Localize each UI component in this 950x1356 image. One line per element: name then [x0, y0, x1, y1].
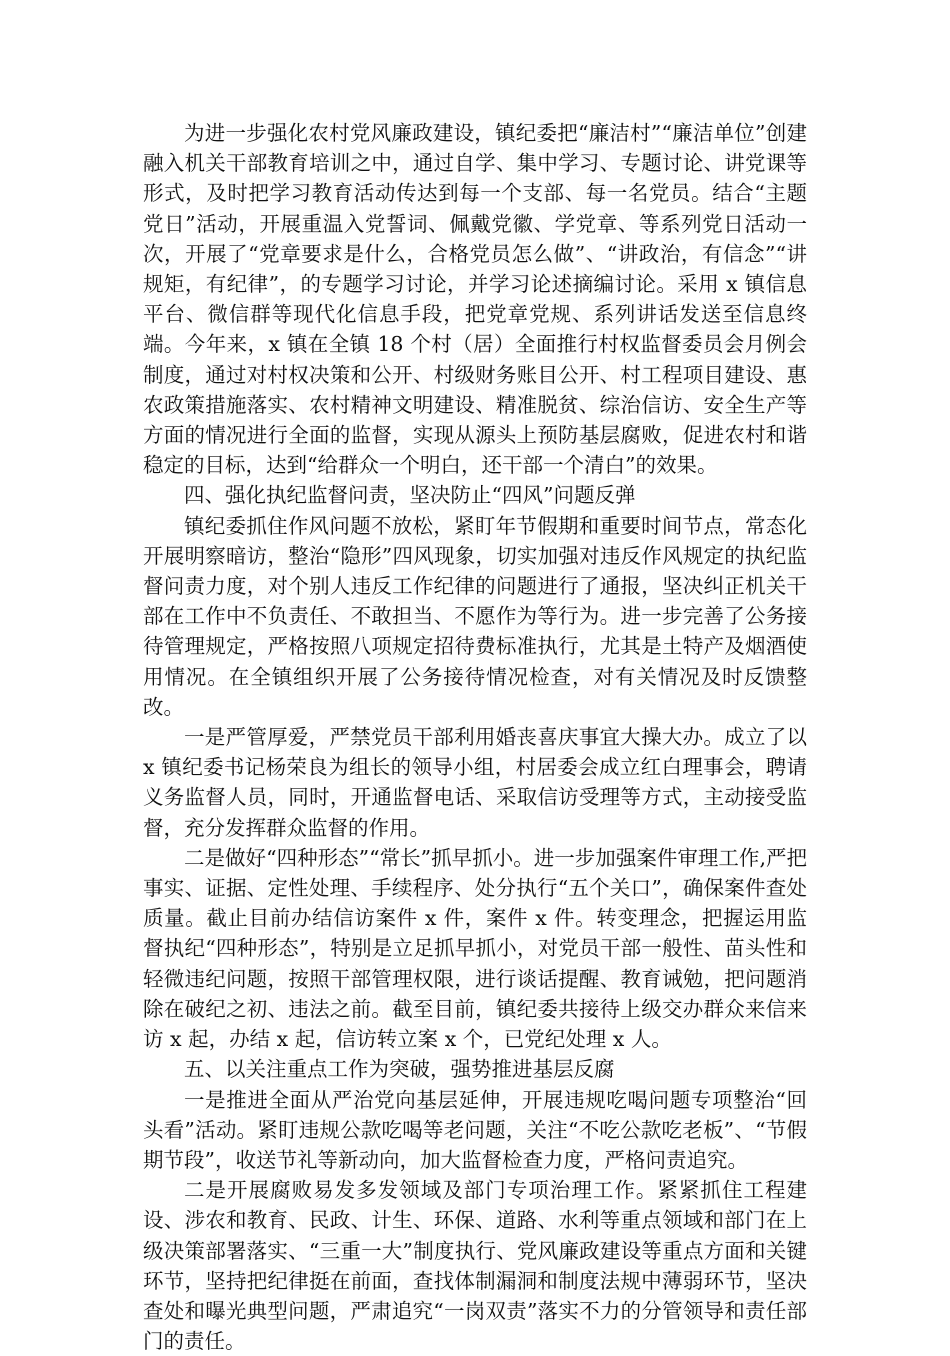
paragraph-zhuanxiangzhili: 二是开展腐败易发多发领域及部门专项治理工作。紧紧抓住工程建设、涉农和教育、民政、计生、环保、道路、水利等重点领域和部门在上级决策部署落实、“三重一大”制度执行、党风廉政建设等重点方面和关键环节，坚持把纪律挺在前面，查找体制漏洞和制度法规中薄弱环节，坚决查处和曝光典型问题，严肃追究“一岗双责”落实不力的分管领导和责任部门的责任。: [143, 1178, 807, 1354]
section-heading-five: 五、以关注重点工作为突破，强势推进基层反腐: [184, 1057, 615, 1082]
paragraph-zuofeng: 镇纪委抓住作风问题不放松，紧盯年节假期和重要时间节点，常态化开展明察暗访，整治“隐形”四风现象，切实加强对违反作风规定的执纪监督问责力度，对个别人违反工作纪律的问题进行了通报，坚决纠正机关干部在工作中不负责任、不敢担当、不愿作为等行为。进一步完善了公务接待管理规定，严格按照八项规定招待费标准执行，尤其是土特产及烟酒使用情况。在全镇组织开展了公务接待情况检查，对有关情况及时反馈整改。: [143, 513, 807, 719]
section-heading-four: 四、强化执纪监督问责，坚决防止“四风”问题反弹: [184, 483, 636, 508]
document-body: [143, 118, 807, 1356]
paragraph-yanguanhouai: 一是严管厚爱，严禁党员干部利用婚丧喜庆事宜大操大办。成立了以 x 镇纪委书记杨荣良为组长的领导小组，村居委会成立红白理事会，聘请义务监督人员，同时，开通监督电话、采取信访受理等方式，主动接受监督，充分发挥群众监督的作用。: [143, 725, 807, 840]
paragraph-sizhongxingtai: 二是做好“四种形态”“常长”抓早抓小。进一步加强案件审理工作,严把事实、证据、定性处理、手续程序、处分执行“五个关口”，确保案件查处质量。截止目前办结信访案件 x 件，案件 x 件。转变理念，把握运用监督执纪“四种形态”，特别是立足抓早抓小，对党员干部一般性、苗头性和轻微违纪问题，按照干部管理权限，进行谈话提醒、教育诫勉，把问题消除在破纪之初、违法之前。截至目前，镇纪委共接待上级交办群众来信来访 x 起，办结 x 起，信访转立案 x 个，已党纪处理 x 人。: [143, 845, 807, 1052]
paragraph-lianjiecun: 为进一步强化农村党风廉政建设，镇纪委把“廉洁村”“廉洁单位”创建融入机关干部教育培训之中，通过自学、集中学习、专题讨论、讲党课等形式，及时把学习教育活动传达到每一个支部、每一名党员。结合“主题党日”活动，开展重温入党誓词、佩戴党徽、学党章、等系列党日活动一次，开展了“党章要求是什么，合格党员怎么做”、“讲政治，有信念”“讲规矩，有纪律”，的专题学习讨论，并学习论述摘编讨论。采用 x 镇信息平台、微信群等现代化信息手段，把党章党规、系列讲话发送至信息终端。今年来，x 镇在全镇 18 个村（居）全面推行村权监督委员会月例会制度，通过对村权决策和公开、村级财务账目公开、村工程项目建设、惠农政策措施落实、农村精神文明建设、精准脱贫、综治信访、安全生产等方面的情况进行全面的监督，实现从源头上预防基层腐败，促进农村和谐稳定的目标，达到“给群众一个明白，还干部一个清白”的效果。: [143, 121, 807, 478]
paragraph-weiguichihe: 一是推进全面从严治党向基层延伸，开展违规吃喝问题专项整治“回头看”活动。紧盯违规公款吃喝等老问题，关注“不吃公款吃老板”、“节假期节段”，收送节礼等新动向，加大监督检查力度，严格问责追究。: [143, 1087, 807, 1172]
